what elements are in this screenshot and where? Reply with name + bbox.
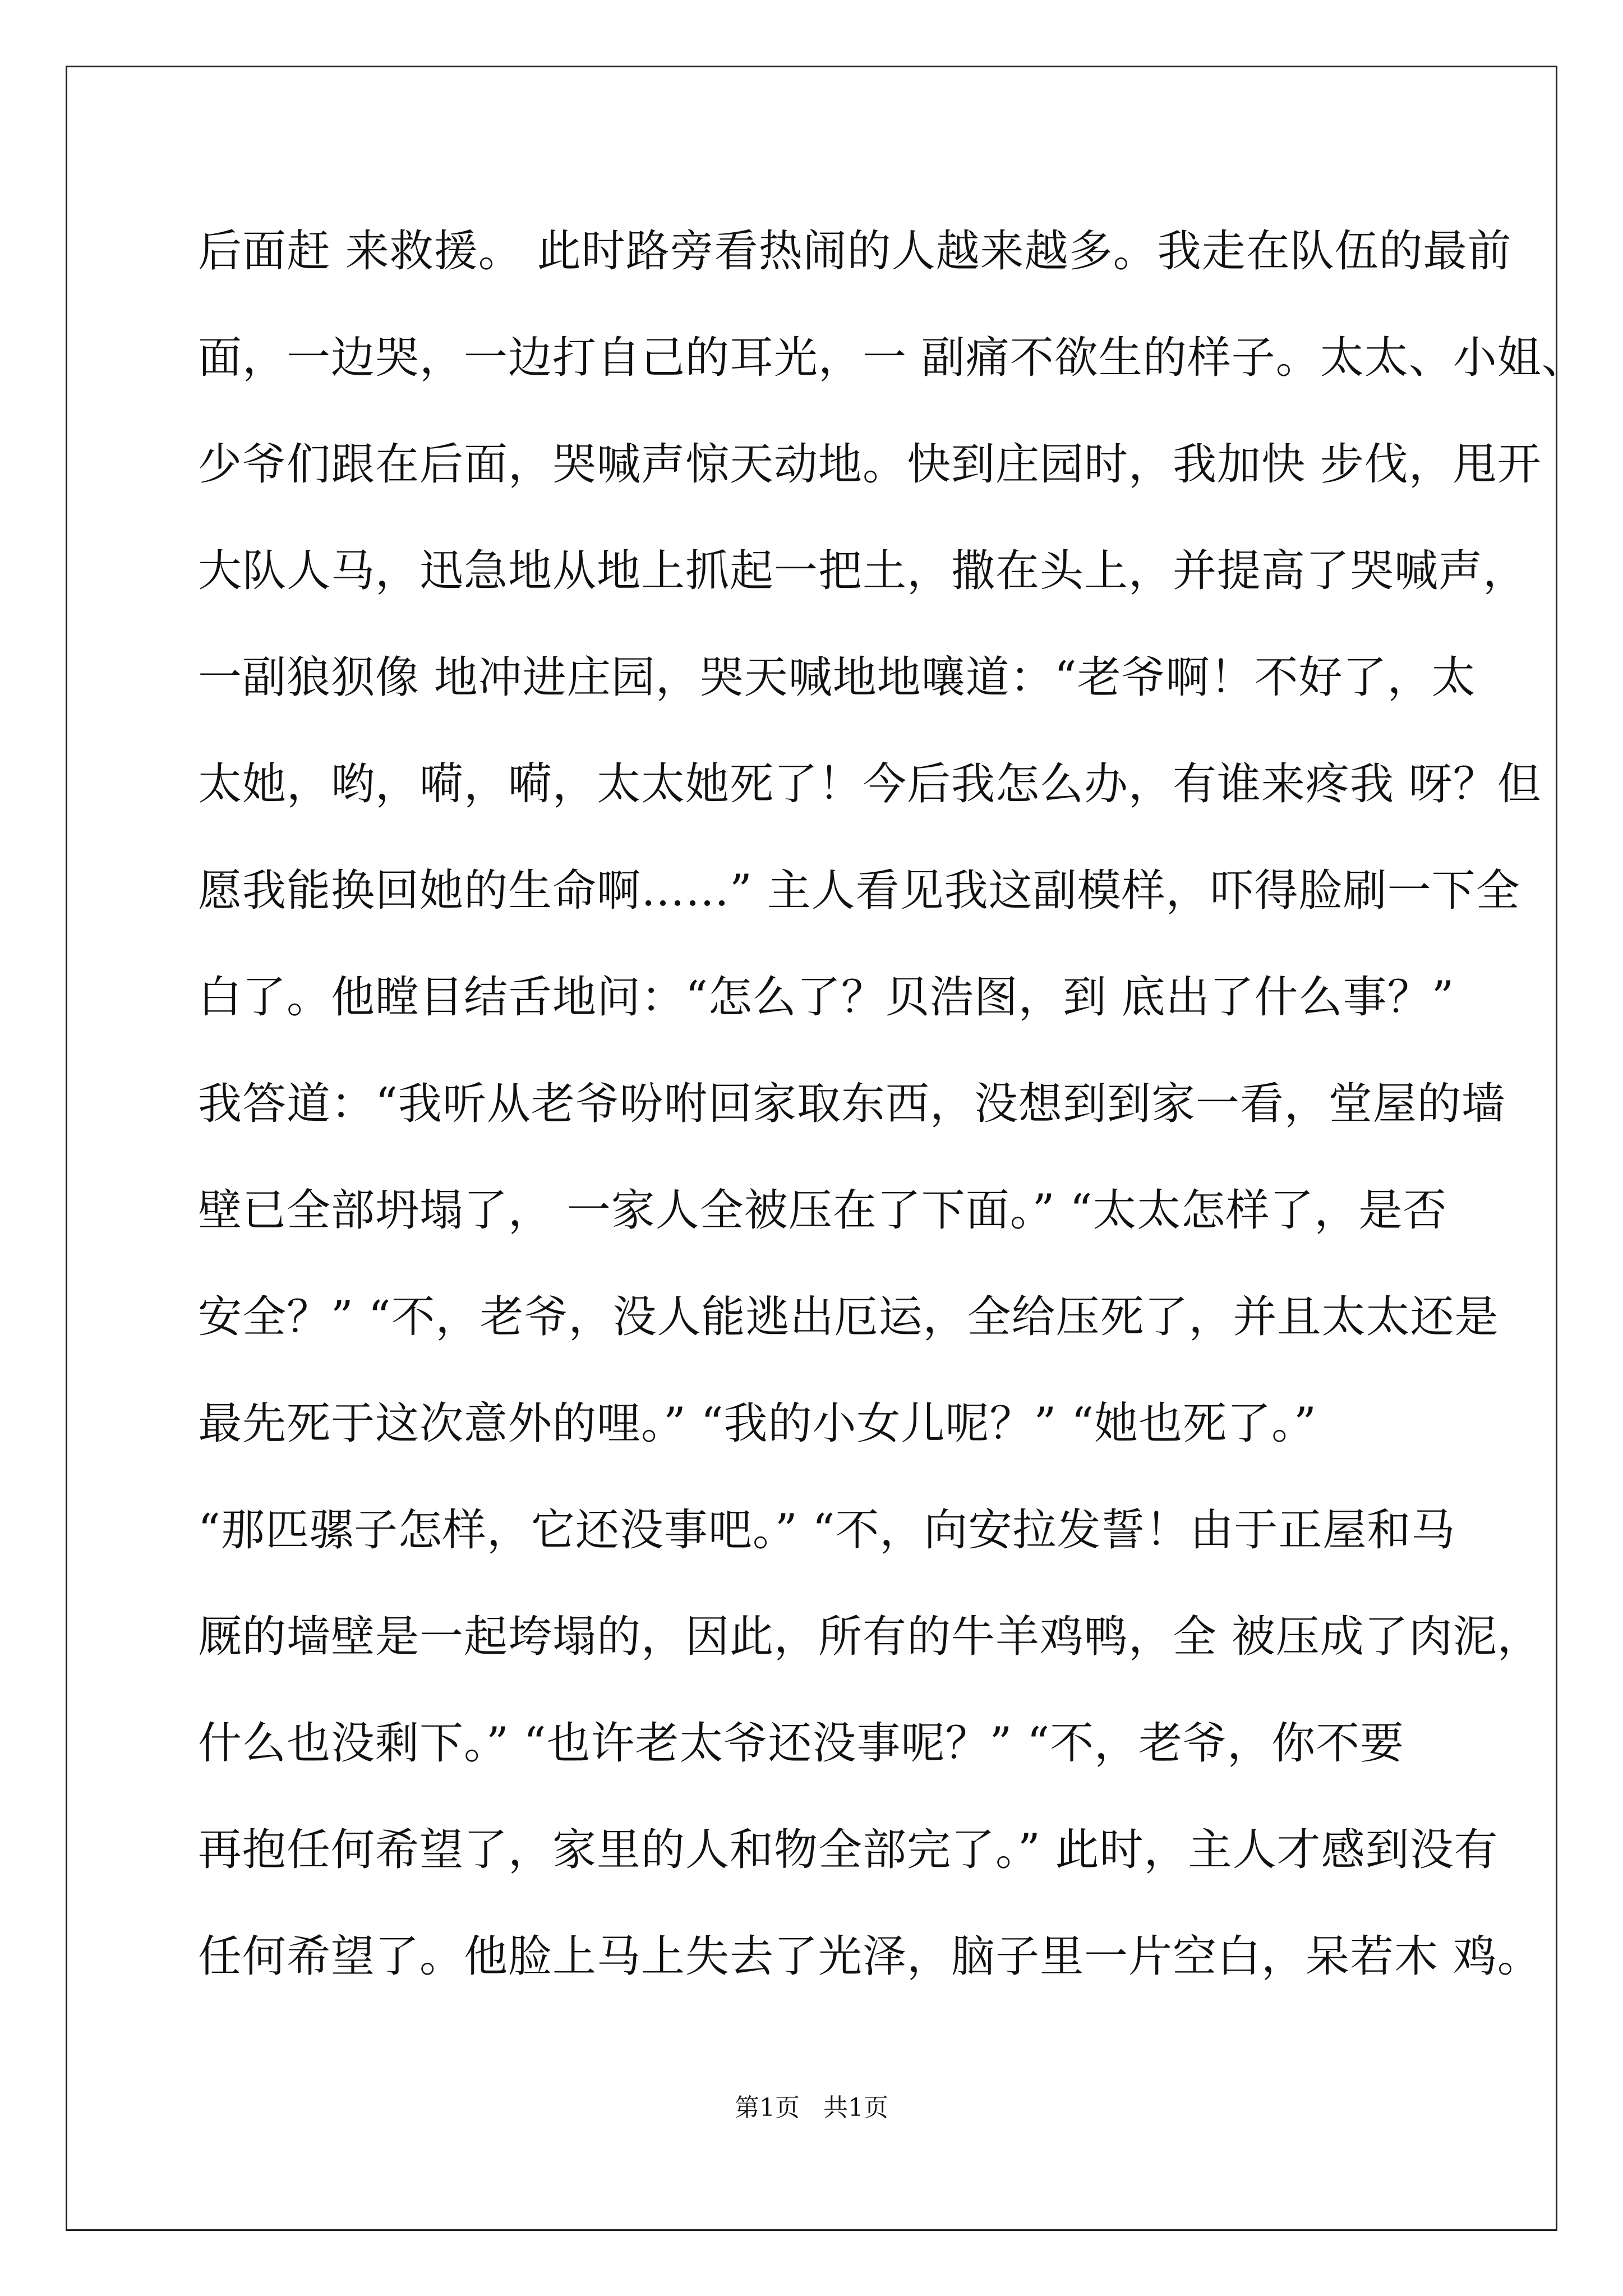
body-text: [198, 212, 1586, 2024]
text-line: 大队人马，迅急地从地上抓起一把土，撒在头上，并提高了哭喊声，: [198, 546, 1528, 596]
text-line: 面，一边哭，一边打自己的耳光，一 副痛不欲生的样子。太太、小姐、: [198, 333, 1586, 383]
text-line: 壁已全部坍塌了， 一家人全被压在了下面。” “太太怎样了，是否: [198, 1185, 1447, 1236]
text-line: 我答道：“我听从老爷吩咐回家取东西，没想到到家一看，堂屋的墙: [198, 1079, 1506, 1129]
text-line: 安全？” “不，老爷，没人能逃出厄运，全给压死了，并且太太还是: [198, 1292, 1499, 1342]
text-line: 最先死于这次意外的哩。” “我的小女儿呢？” “她也死了。”: [198, 1398, 1317, 1449]
text-line: 厩的墙壁是一起垮塌的，因此，所有的牛羊鸡鸭，全 被压成了肉泥，: [198, 1612, 1542, 1662]
text-line: 少爷们跟在后面，哭喊声惊天动地。快到庄园时，我加快 步伐，甩开: [198, 439, 1542, 490]
text-line: 愿我能换回她的生命啊……” 主人看见我这副模样，吓得脸刷一下全: [198, 866, 1520, 916]
text-line: 白了。他瞠目结舌地问：“怎么了？贝浩图，到 底出了什么事？”: [198, 972, 1455, 1023]
text-line: 太她，哟，嗬，嗬，太太她死了！今后我怎么办，有谁来疼我 呀？但: [198, 759, 1542, 809]
text-line: 再抱任何希望了，家里的人和物全部完了。” 此时，主人才感到没有: [198, 1825, 1498, 1875]
text-line: “那匹骡子怎样，它还没事吧。” “不，向安拉发誓！由于正屋和马: [198, 1505, 1456, 1556]
text-line: 一副狼狈像 地冲进庄园，哭天喊地地嚷道：“老爷啊！不好了，太: [198, 652, 1476, 703]
text-line: 后面赶 来救援。 此时路旁看热闹的人越来越多。我走在队伍的最前: [198, 226, 1512, 277]
text-line: 任何希望了。他脸上马上失去了光泽，脑子里一片空白，呆若木 鸡。: [198, 1931, 1542, 1982]
text-line: 什么也没剩下。” “也许老太爷还没事呢？” “不，老爷，你不要: [198, 1718, 1405, 1769]
page-number-footer: 第1页 共1页: [735, 2093, 888, 2122]
